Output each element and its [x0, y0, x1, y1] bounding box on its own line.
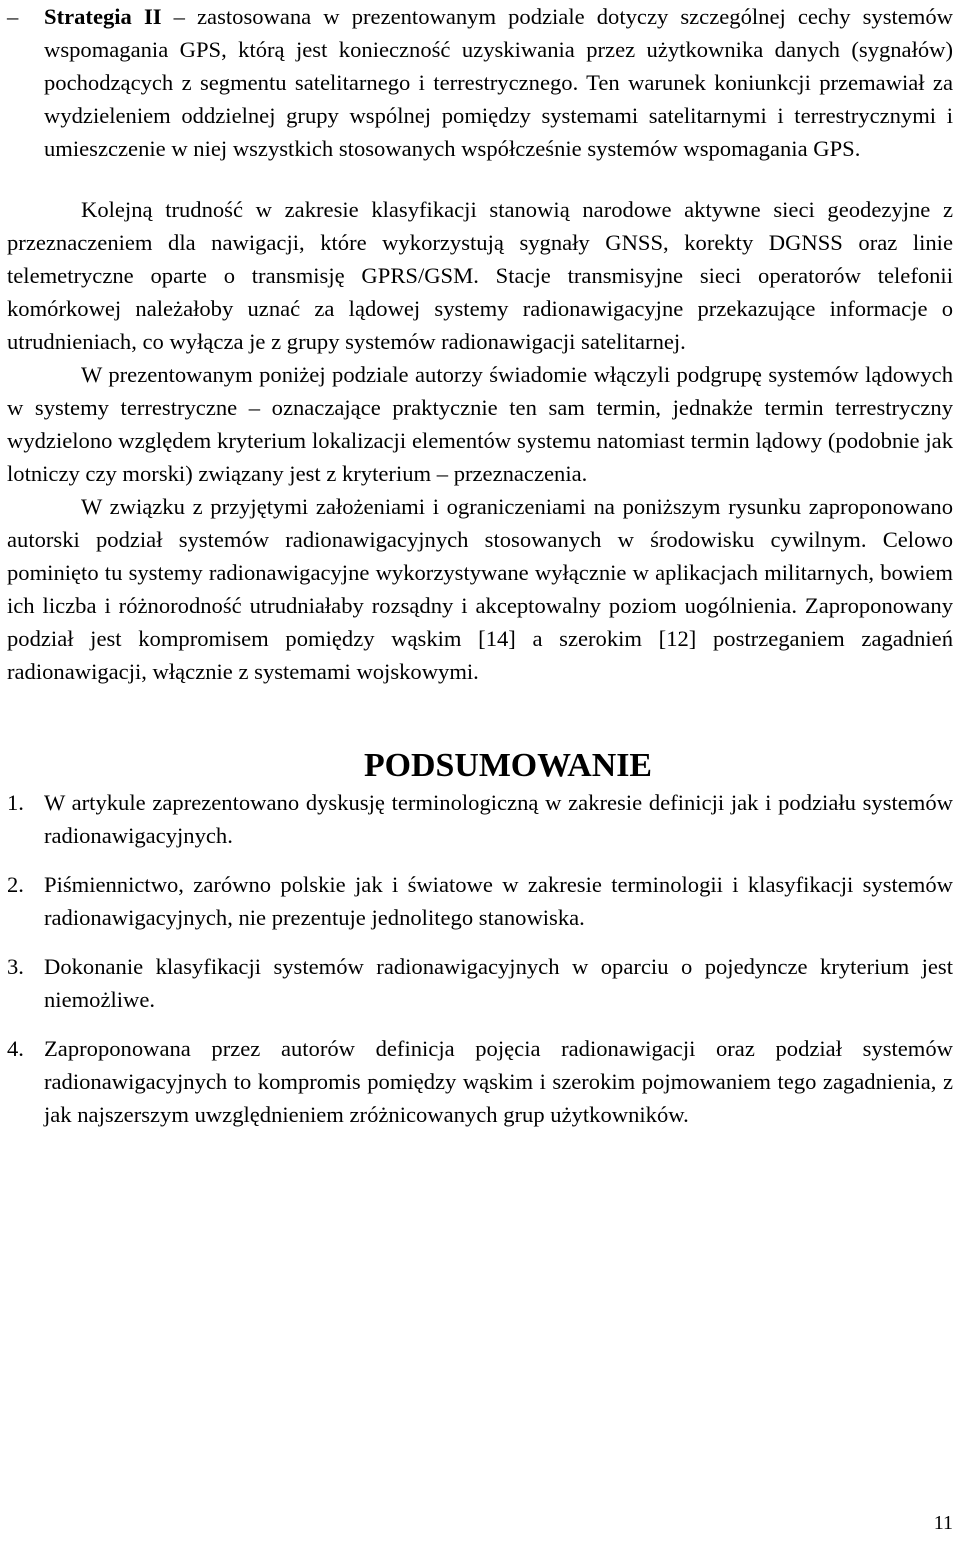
list-item-text: Piśmiennictwo, zarówno polskie jak i światowe w zakresie terminologii i klasyfikacji systemów radionawigacyjnych, nie prezentuje jednolitego stanowiska. [44, 872, 953, 930]
list-item [7, 786, 953, 852]
list-item-text: Zaproponowana przez autorów definicja pojęcia radionawigacji oraz podział systemów radionawigacyjnych to kompromis pomiędzy wąskim i szerokim pojmowaniem tego zagadnienia, z jak najszerszym uwzględnieniem zróżnicowanych grup użytkowników. [44, 1036, 953, 1127]
list-item-number: 4. [7, 1036, 24, 1061]
bullet-label: Strategia II [44, 4, 162, 29]
list-item [7, 950, 953, 1016]
document-page [7, 0, 953, 1147]
section-heading: PODSUMOWANIE [363, 747, 653, 784]
list-item-number: 2. [7, 872, 24, 897]
body-paragraph: W prezentowanym poniżej podziale autorzy świadomie włączyli podgrupę systemów lądowych w systemy terrestryczne – oznaczające praktycznie ten sam termin, jednakże termin terrestryczny wydzielono względem kryterium lokalizacji elementów systemu natomiast termin lądowy (podobnie jak lotniczy czy morski) związany jest z kryterium – przeznaczenia. [7, 362, 953, 486]
list-item [7, 868, 953, 934]
list-item-text: Dokonanie klasyfikacji systemów radionawigacyjnych w oparciu o pojedyncze kryterium jest niemożliwe. [44, 954, 953, 1012]
list-item [7, 1032, 953, 1131]
bullet-dash: – [7, 4, 19, 29]
strategy-bullet [7, 0, 953, 165]
list-item-text: W artykule zaprezentowano dyskusję terminologiczną w zakresie definicji jak i podziału systemów radionawigacyjnych. [44, 790, 953, 848]
page-number: 11 [933, 1512, 953, 1534]
list-item-number: 3. [7, 954, 24, 979]
summary-list [7, 786, 953, 1131]
bullet-text [44, 4, 953, 161]
body-paragraph: W związku z przyjętymi założeniami i ograniczeniami na poniższym rysunku zaproponowano autorski podział systemów radionawigacyjnych stosowanych w środowisku cywilnym. Celowo pominięto tu systemy radionawigacyjne wykorzystywane wyłącznie w aplikacjach militarnych, bowiem ich liczba i różnorodność utrudniałaby rozsądny i akceptowalny poziom uogólnienia. Zaproponowany podział jest kompromisem pomiędzy wąskim [14] a szerokim [12] postrzeganiem zagadnień radionawigacji, włącznie z systemami wojskowymi. [7, 494, 953, 684]
section-gap [7, 688, 953, 749]
paragraph-gap [7, 165, 953, 193]
body-paragraph: Kolejną trudność w zakresie klasyfikacji stanowią narodowe aktywne sieci geodezyjne z przeznaczeniem dla nawigacji, które wykorzystują sygnały GNSS, korekty DGNSS oraz linie telemetryczne oparte o transmisję GPRS/GSM. Stacje transmisyjne sieci operatorów telefonii komórkowej należałoby uznać za lądowej systemy radionawigacyjne przekazujące informacje o utrudnieniach, co wyłącza je z grupy systemów radionawigacji satelitarnej. [7, 197, 953, 354]
bullet-body: – zastosowana w prezentowanym podziale dotyczy szczególnej cechy systemów wspomagania GPS, którą jest konieczność uzyskiwania przez użytkownika danych (sygnałów) pochodzących z segmentu satelitarnego i terrestrycznego. Ten warunek koniunkcji przemawiał za wydzieleniem oddzielnej grupy wspólnej pomiędzy systemami satelitarnymi i terrestrycznymi i umieszczenie w niej wszystkich stosowanych współcześnie systemów wspomagania GPS. [44, 4, 953, 161]
list-item-number: 1. [7, 790, 24, 815]
